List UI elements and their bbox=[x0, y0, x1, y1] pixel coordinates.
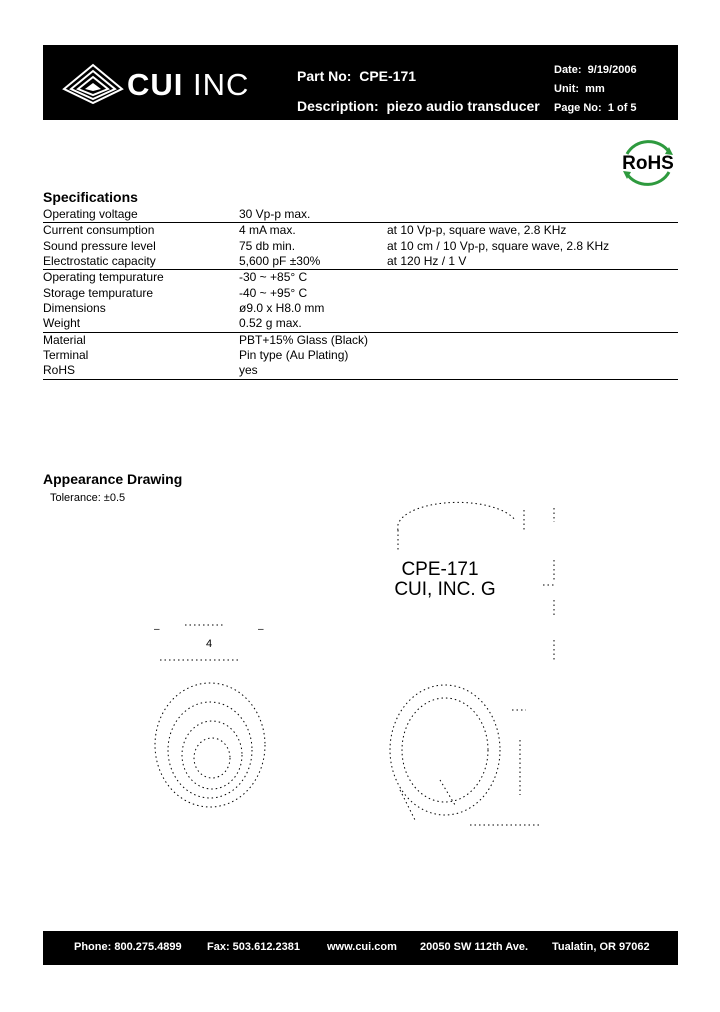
drawing-maker-label: CUI, INC. G bbox=[394, 579, 496, 600]
logo-text-bold: CUI bbox=[127, 67, 184, 102]
spec-condition bbox=[387, 270, 678, 286]
logo-wordmark bbox=[127, 67, 249, 103]
spec-row bbox=[43, 270, 678, 286]
rohs-badge-text: RoHS bbox=[622, 153, 674, 174]
specifications-table bbox=[43, 207, 678, 380]
spec-row bbox=[43, 286, 678, 301]
specifications-heading: Specifications bbox=[43, 189, 138, 205]
logo-text-light: INC bbox=[193, 67, 250, 102]
svg-text:–: – bbox=[154, 624, 160, 635]
spec-condition: at 10 cm / 10 Vp-p, square wave, 2.8 KHz bbox=[387, 238, 610, 253]
spec-row bbox=[43, 363, 678, 379]
footer-phone: Phone: 800.275.4899 bbox=[74, 941, 182, 953]
tolerance-note: Tolerance: ±0.5 bbox=[50, 492, 126, 504]
spec-name: Current consumption bbox=[43, 223, 155, 238]
header-part-info bbox=[297, 61, 540, 121]
footer-bar bbox=[43, 931, 678, 965]
spec-condition bbox=[387, 363, 678, 379]
spec-condition bbox=[387, 348, 678, 363]
spec-condition: at 120 Hz / 1 V bbox=[387, 254, 678, 270]
spec-value: -30 ~ +85° C bbox=[239, 270, 308, 285]
appearance-heading: Appearance Drawing bbox=[43, 471, 183, 487]
footer-city: Tualatin, OR 97062 bbox=[552, 941, 650, 953]
spec-value: PBT+15% Glass (Black) bbox=[239, 332, 369, 347]
footer-fax: Fax: 503.612.2381 bbox=[207, 941, 300, 953]
header-meta bbox=[554, 61, 637, 118]
part-label: Part No: bbox=[297, 68, 352, 84]
spec-value: 0.52 g max. bbox=[239, 316, 387, 332]
footer-website[interactable]: www.cui.com bbox=[327, 941, 397, 953]
rohs-badge bbox=[619, 138, 677, 188]
date-label: Date: bbox=[554, 64, 582, 76]
spec-name: Storage tempurature bbox=[43, 285, 154, 300]
spec-name: Dimensions bbox=[43, 301, 106, 316]
description-label: Description: bbox=[297, 98, 379, 114]
description-value: piezo audio transducer bbox=[386, 98, 540, 114]
spec-row bbox=[43, 239, 678, 254]
spec-value: 5,600 pF ±30% bbox=[239, 254, 387, 270]
drawing-part-label: CPE-171 bbox=[401, 559, 479, 580]
appearance-drawing bbox=[140, 500, 580, 845]
cui-logo-icon bbox=[61, 59, 125, 107]
spec-name: Operating tempurature bbox=[43, 270, 164, 285]
svg-text:4: 4 bbox=[206, 638, 213, 650]
spec-name: RoHS bbox=[43, 363, 239, 379]
spec-condition bbox=[387, 332, 678, 348]
spec-value: yes bbox=[239, 363, 387, 379]
spec-value: 75 db min. bbox=[239, 238, 296, 253]
part-number: CPE-171 bbox=[359, 68, 417, 84]
cui-logo bbox=[61, 59, 286, 107]
spec-row bbox=[43, 254, 678, 270]
spec-condition bbox=[387, 301, 678, 316]
unit-value: mm bbox=[585, 83, 605, 95]
spec-condition bbox=[387, 286, 678, 301]
spec-value: 4 mA max. bbox=[239, 223, 296, 238]
spec-name: Terminal bbox=[43, 348, 89, 363]
footer-address: 20050 SW 112th Ave. bbox=[420, 941, 529, 953]
spec-row bbox=[43, 332, 678, 348]
spec-name: Weight bbox=[43, 316, 239, 332]
spec-condition: at 10 Vp-p, square wave, 2.8 KHz bbox=[387, 223, 567, 238]
header-bar bbox=[43, 45, 678, 120]
spec-name: Operating voltage bbox=[43, 207, 239, 223]
spec-condition bbox=[387, 207, 678, 223]
spec-name: Material bbox=[43, 332, 86, 347]
spec-value: Pin type (Au Plating) bbox=[239, 348, 349, 363]
spec-row bbox=[43, 348, 678, 363]
spec-value: ø9.0 x H8.0 mm bbox=[239, 301, 325, 316]
spec-value: 30 Vp-p max. bbox=[239, 207, 387, 223]
date-value: 9/19/2006 bbox=[587, 64, 637, 76]
page-value: 1 of 5 bbox=[607, 102, 637, 114]
spec-condition bbox=[387, 316, 678, 332]
svg-text:–: – bbox=[258, 624, 264, 635]
spec-name: Sound pressure level bbox=[43, 238, 156, 253]
top-view-outline bbox=[398, 502, 515, 530]
spec-row bbox=[43, 207, 678, 223]
right-view-outer bbox=[390, 685, 500, 815]
spec-row bbox=[43, 316, 678, 332]
page-label: Page No: bbox=[554, 102, 602, 114]
spec-row bbox=[43, 223, 678, 239]
spec-row bbox=[43, 301, 678, 316]
unit-label: Unit: bbox=[554, 83, 580, 95]
spec-name: Electrostatic capacity bbox=[43, 254, 239, 270]
spec-value: -40 ~ +95° C bbox=[239, 285, 308, 300]
